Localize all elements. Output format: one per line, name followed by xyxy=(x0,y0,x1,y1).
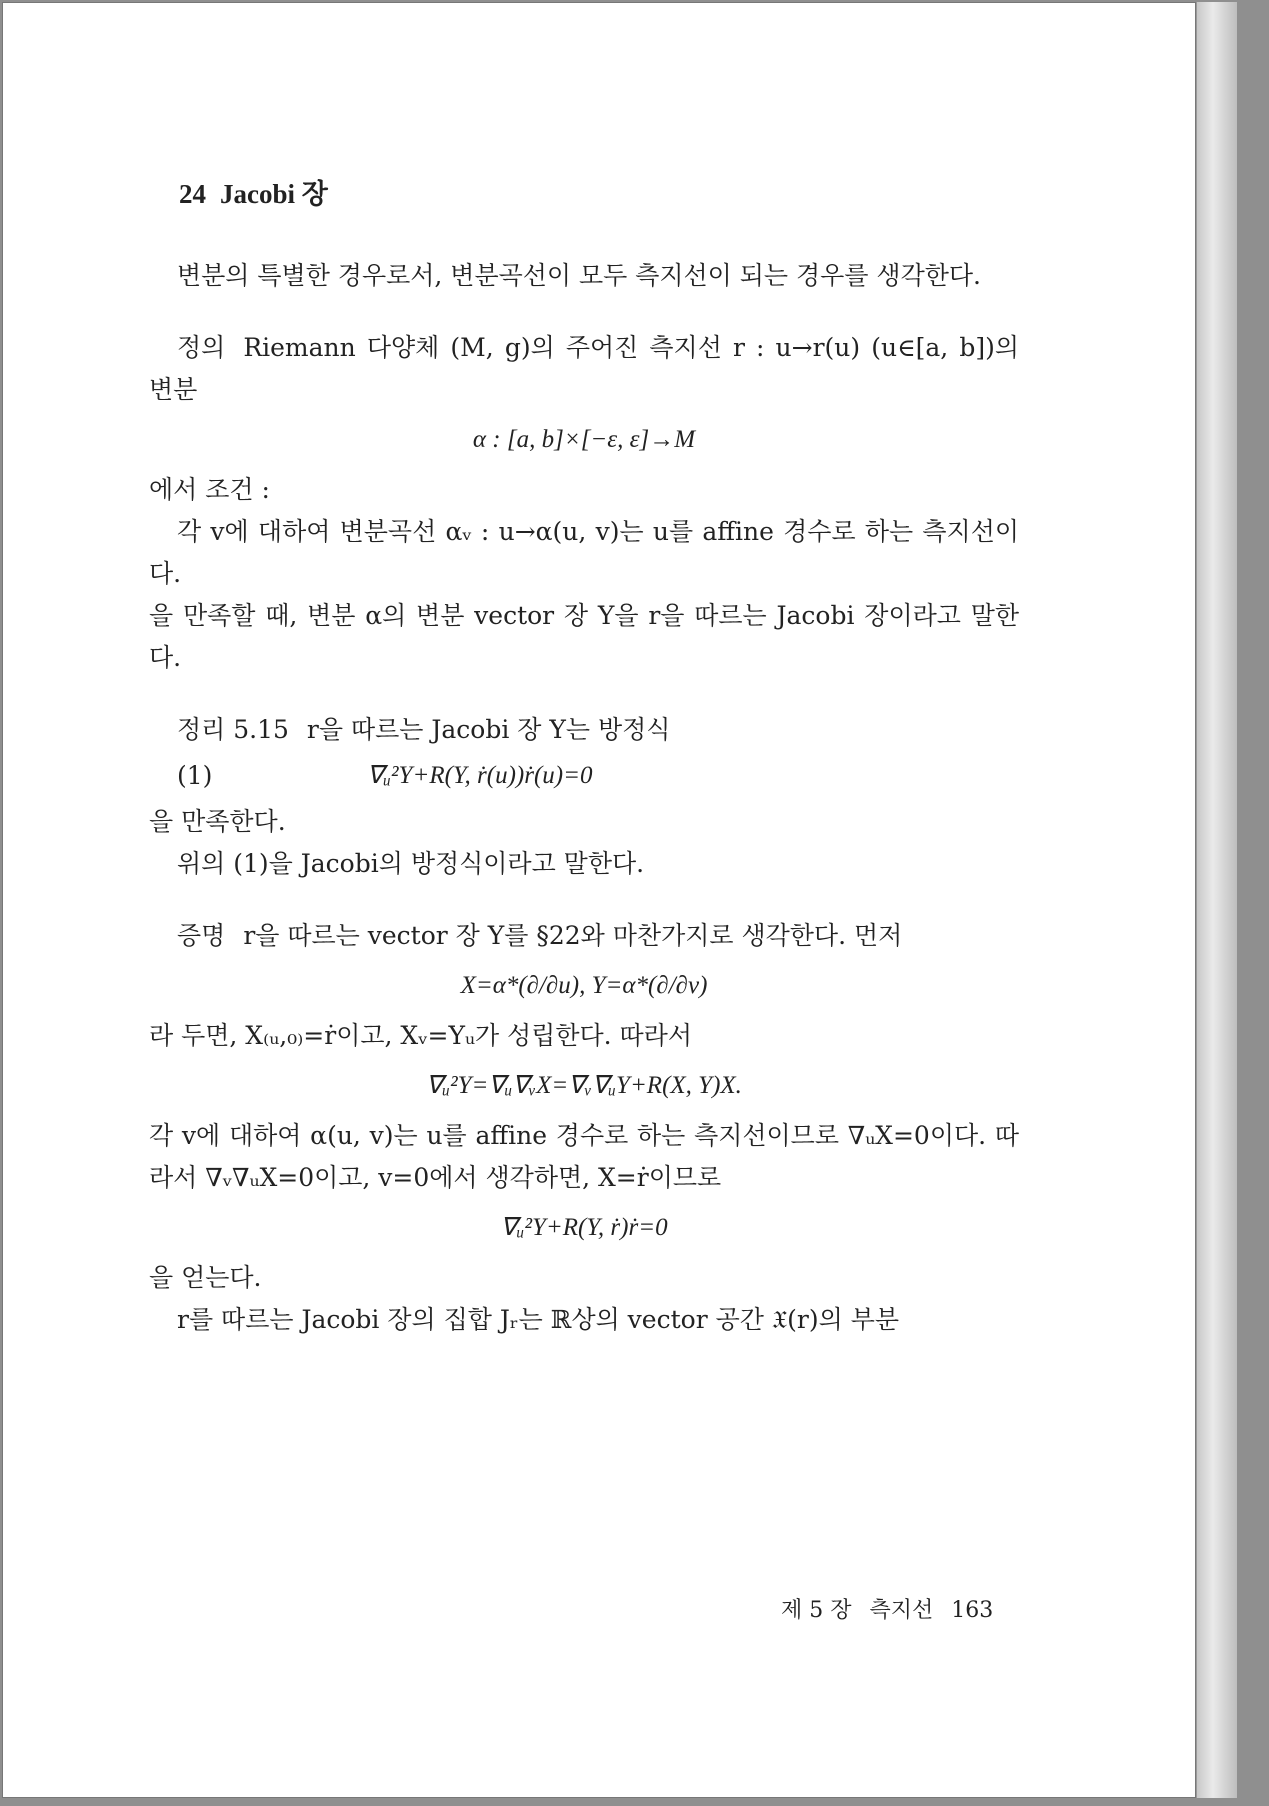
jacobi-equation: ∇ᵤ²Y+R(Y, ṙ(u))ṙ(u)=0 xyxy=(367,762,593,789)
proof-text-2: 라 두면, X₍ᵤ,₀₎=ṙ이고, Xᵥ=Yᵤ가 성립한다. 따라서 xyxy=(149,1021,692,1050)
proof-label: 증명 xyxy=(177,921,226,950)
theorem-note: 위의 (1)을 Jacobi의 방정식이라고 말한다. xyxy=(177,849,645,878)
page-footer xyxy=(763,1593,993,1624)
proof-start xyxy=(149,915,1019,957)
definition-text: Riemann 다양체 (M, g)의 주어진 측지선 r : u→r(u) (u∈[a, b])의 변분 xyxy=(149,333,1019,404)
proof-text-4: 을 얻는다. xyxy=(149,1263,262,1292)
proof-text-3: 각 v에 대하여 α(u, v)는 u를 affine 경수로 하는 측지선이므로 ∇ᵤX=0이다. 따라서 ∇ᵥ∇ᵤX=0이고, v=0에서 생각하면, X=ṙ이므로 xyxy=(149,1121,1019,1192)
footer-chapter-title: 측지선 xyxy=(869,1598,934,1623)
footer-chapter: 제 5 장 xyxy=(781,1598,852,1623)
definition-conclusion: 을 만족할 때, 변분 α의 변분 vector 장 Y을 r을 따르는 Jacobi 장이라고 말한다. xyxy=(149,601,1019,672)
proof-equation-3: ∇ᵤ²Y+R(Y, ṙ)ṙ=0 xyxy=(500,1214,668,1241)
page-content xyxy=(149,173,1019,1341)
definition-condition: 각 v에 대하여 변분곡선 αᵥ : u→α(u, v)는 u를 affine 경수로 하는 측지선이다. xyxy=(149,517,1019,588)
intro-paragraph: 변분의 특별한 경우로서, 변분곡선이 모두 측지선이 되는 경우를 생각한다. xyxy=(177,261,981,290)
theorem-label: 정리 5.15 xyxy=(177,715,289,744)
proof-equation-2: ∇ᵤ²Y=∇ᵤ∇ᵥX=∇ᵥ∇ᵤY+R(X, Y)X. xyxy=(426,1072,742,1099)
section-number: 24 xyxy=(179,179,206,209)
equation-number: (1) xyxy=(177,761,213,790)
definition-paragraph xyxy=(149,327,1019,411)
section-heading xyxy=(179,173,1019,215)
theorem-statement xyxy=(149,709,1019,751)
section-title: Jacobi 장 xyxy=(220,179,328,209)
theorem-after: 을 만족한다. xyxy=(149,807,286,836)
proof-equation-1: X=α*(∂/∂u), Y=α*(∂/∂v) xyxy=(460,972,708,999)
definition-equation: α : [a, b]×[−ε, ε]→M xyxy=(472,426,696,453)
definition-label: 정의 xyxy=(177,333,226,362)
theorem-text: r을 따르는 Jacobi 장 Y는 방정식 xyxy=(306,715,671,744)
definition-condition-intro: 에서 조건 : xyxy=(149,475,270,504)
book-page xyxy=(2,2,1196,1798)
theorem-equation-row xyxy=(177,755,1019,797)
page-number: 163 xyxy=(951,1598,994,1623)
page-edge xyxy=(1196,2,1237,1798)
proof-text-5: r를 따르는 Jacobi 장의 집합 Jᵣ는 ℝ상의 vector 공간 𝔛(r)의 부분 xyxy=(177,1305,900,1334)
proof-text: r을 따르는 vector 장 Y를 §22와 마찬가지로 생각한다. 먼저 xyxy=(243,921,903,950)
